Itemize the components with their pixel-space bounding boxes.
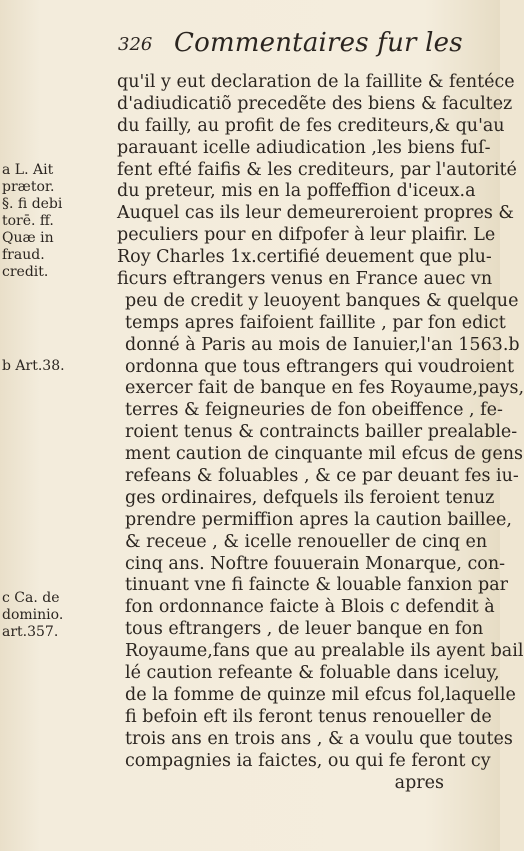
margin-note-line: Quæ in [2, 230, 54, 246]
text-line: terres & feigneuries de fon obeiffence , fe- [125, 400, 503, 421]
catchword: apres [394, 772, 444, 793]
text-line: fon ordonnance faicte à Blois c defendit à [125, 597, 495, 618]
margin-note-line: c Ca. de [2, 590, 60, 606]
text-line: prendre permiffion apres la caution baillee, [125, 509, 512, 530]
text-line: refeans & foluables , & ce par deuant fes iu- [125, 466, 519, 487]
page-number: 326 [118, 34, 153, 55]
text-line: ges ordinaires, defquels ils feroient tenuz [125, 487, 495, 508]
text-line: parauant icelle adiudication ,les biens fuſ- [117, 137, 491, 158]
text-line: compagnies ia faictes, ou qui fe feront cy [125, 750, 491, 771]
text-line: exercer fait de banque en fes Royaume,pays, [125, 378, 524, 399]
margin-note-b [2, 358, 65, 375]
text-line: temps apres faifoient faillite , par fon edict [125, 312, 506, 333]
margin-note-line: prætor. [2, 179, 55, 195]
text-line: d'adiudicatiõ precedẽte des biens & facultez [117, 93, 513, 114]
text-line: donné à Paris au mois de Ianuier,l'an 1563.b [125, 334, 520, 355]
text-line: qu'il y eut declaration de la faillite & fentéce [117, 72, 515, 92]
margin-note-line: b Art.38. [2, 358, 65, 374]
text-line: roient tenus & contraincts bailler prealable- [125, 422, 518, 443]
text-line: ment caution de cinquante mil efcus de gens [125, 444, 523, 465]
margin-note-c [2, 590, 63, 641]
text-line: Roy Charles 1x.certifié deuement que plu- [117, 247, 492, 268]
text-line: lé caution refeante & foluable dans iceluy, [125, 663, 500, 684]
text-line: tinuant vne fi faincte & louable fanxion par [125, 575, 509, 596]
running-title: Commentaires fur les [174, 28, 463, 58]
text-line: du failly, au profit de fes crediteurs,& qu'au [117, 115, 505, 136]
page-header [118, 26, 476, 66]
text-line: peu de credit y leuoyent banques & quelque [125, 290, 519, 311]
margin-note-line: art.357. [2, 624, 59, 640]
text-line: ficurs eftrangers venus en France auec vn [117, 269, 493, 290]
text-line: fent efté faifis & les crediteurs, par l'autorité [117, 159, 517, 180]
text-line: ordonna que tous eftrangers qui voudroient [125, 356, 515, 377]
text-line: Auquel cas ils leur demeureroient propres & [117, 203, 514, 224]
margin-note-line: fraud. [2, 247, 45, 263]
text-line: & receue , & icelle renoueller de cinq en [125, 531, 488, 552]
margin-note-line: §. fi debi [2, 196, 63, 212]
text-line: Royaume,fans que au prealable ils ayent bail [125, 641, 524, 662]
body-text [117, 72, 524, 794]
text-line: cinq ans. Noftre fouuerain Monarque, con- [125, 553, 506, 574]
text-line: tous eftrangers , de leuer banque en fon [125, 619, 484, 640]
text-line: de la fomme de quinze mil efcus fol,laquelle [125, 684, 516, 705]
text-line: fi befoin eft ils feront tenus renoueller de [125, 706, 492, 727]
text-line: du preteur, mis en la poffeffion d'iceux.a [117, 181, 476, 202]
text-line: peculiers pour en difpofer à leur plaifir. Le [117, 225, 496, 246]
margin-note-line: a L. Ait [2, 162, 54, 178]
text-line: trois ans en trois ans , & a voulu que toutes [125, 728, 513, 749]
margin-note-line: torē. ff. [2, 213, 54, 229]
margin-note-line: dominio. [2, 607, 64, 623]
margin-note-a [2, 162, 62, 281]
margin-note-line: credit. [2, 264, 49, 280]
